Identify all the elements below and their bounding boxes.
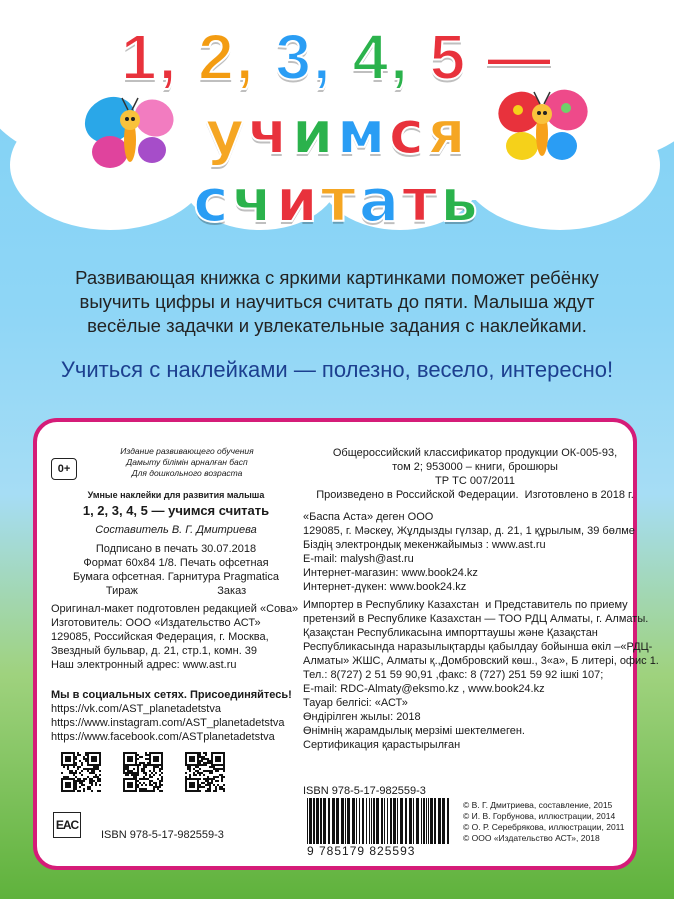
age-rating-badge: 0+ (51, 458, 77, 480)
print-line: Формат 60х84 1/8. Печать офсетная (83, 557, 269, 569)
print-line: Бумага офсетная. Гарнитура Pragmatica (73, 571, 279, 583)
importer-line: Тел.: 8(727) 2 51 59 90,91 ,факс: 8 (727) 251 59 92 ішкі 107; (303, 669, 604, 681)
importer-line: Импортер в Республику Казахстан и Представитель по приему (303, 599, 628, 611)
title-letter-char: я (427, 98, 469, 168)
title-letter-char: ь (439, 166, 481, 236)
importer-line: Өнімнің жарамдылық мерзімі шектелмеген. (303, 725, 525, 737)
imprint-panel (33, 418, 659, 870)
title-digit-char: 2 (178, 21, 236, 93)
kz-publisher-line: Біздің электрондық мекенжайымыз : www.ast.ru (303, 539, 546, 551)
okp-line: ТР ТС 007/2011 (435, 475, 515, 487)
barcode-isbn: ISBN 978-5-17-982559-3 (303, 785, 426, 797)
isbn-left: ISBN 978-5-17-982559-3 (101, 829, 224, 841)
importer-line: Республикасында наразылықтарды қабылдау бойынша өкіл –«РДЦ- (303, 641, 653, 653)
maker-line: 129085, Российская Федерация, г. Москва, (51, 631, 269, 643)
title-letter-char: т (402, 166, 440, 236)
title-letter-char: с (388, 98, 428, 168)
title-letter-char: и (275, 166, 321, 236)
book-description: Развивающая книжка с яркими картинками поможет ребёнку выучить цифры и научиться считать до пяти. Малыша ждут весёлые задачки и увлекательные задания с наклейками. (75, 267, 599, 336)
title-letter-char: с (193, 166, 232, 236)
eac-mark: EAC (53, 812, 81, 838)
title-letter-char: у (205, 98, 248, 168)
maker-line: Изготовитель: ООО «Издательство АСТ» (51, 617, 261, 629)
title-digit-char: 5 (409, 21, 468, 93)
copyright-line: © О. Р. Серебрякова, иллюстрации, 2011 (463, 822, 625, 832)
qr-code-facebook[interactable] (185, 752, 225, 792)
maker-line: Звездный бульвар, д. 21, стр.1, комн. 39 (51, 645, 258, 657)
title-digit-char: , (312, 21, 333, 93)
barcode-digits: 9 785179 825593 (307, 844, 416, 858)
barcode (303, 798, 453, 844)
qr-code-vk[interactable] (61, 752, 101, 792)
importer-line: Тауар белгісі: «АСТ» (303, 697, 408, 709)
kz-publisher-line: «Баспа Аста» деген ООО (303, 511, 434, 523)
importer-line: Алматы» ЖШС, Алматы қ.,Домбровский көш., 3«а», Б литері, офис 1. (303, 655, 659, 667)
kz-publisher-line: E-mail: malysh@ast.ru (303, 553, 414, 565)
title-digit-char: , (390, 21, 410, 93)
book-title-block: Умные наклейки для развития малыша 1, 2, 3, 4, 5 — учимся считать Составитель В. Г. Дмитриева (82, 490, 270, 536)
title-digits (0, 20, 674, 94)
kz-publisher-line: 129085, г. Мәскеу, Жұлдызды гүлзар, д. 21, 1 құрылым, 39 бөлме (303, 525, 635, 537)
social-link[interactable]: https://vk.com/AST_planetadetstva (51, 703, 221, 715)
title-letter-char: ч (247, 98, 292, 168)
print-line: Тираж Заказ (105, 585, 247, 597)
title-digit-char: 1 (121, 21, 159, 93)
print-details (51, 542, 301, 598)
title-digit-char: , (235, 21, 256, 93)
kz-publisher-line: Интернет-магазин: www.book24.kz (303, 567, 478, 579)
title-digit-char: 4 (332, 21, 391, 93)
social-block: Мы в социальных сетях. Присоединяйтесь! https://vk.com/AST_planetadetstva https://www.instagram.com/AST_planetadetstva https://www.facebook.com/ASTplanetadetstva (51, 688, 311, 744)
importer-line: Сертификация қарастырылған (303, 739, 461, 751)
title-letter-char: т (320, 166, 359, 236)
okp-line: том 2; 953000 – книги, брошюры (392, 461, 558, 473)
copyright-line: © ООО «Издательство АСТ», 2018 (463, 833, 600, 843)
social-link[interactable]: https://www.instagram.com/AST_planetadetstva (51, 717, 285, 729)
print-line: Подписано в печать 30.07.2018 (95, 543, 257, 555)
slogan: Учиться с наклейками — полезно, весело, интересно! (60, 357, 614, 382)
importer-line: Өндірілген жылы: 2018 (303, 711, 421, 723)
okp-line: Произведено в Российской Федерации. Изготовлено в 2018 г. (316, 489, 634, 501)
importer-line: E-mail: RDC-Almaty@eksmo.kz , www.book24.kz (303, 683, 545, 695)
copyright-line: © И. В. Горбунова, иллюстрации, 2014 (463, 811, 616, 821)
title-digit-char: 3 (255, 21, 313, 93)
importer-line: претензий в Республике Казахстан — ТОО РДЦ Алматы, г. Алматы. (303, 613, 649, 625)
okp-line: Общероссийский классификатор продукции ОК-005-93, (332, 447, 618, 459)
kz-publisher-line: Интернет-дүкен: www.book24.kz (303, 581, 467, 593)
title-letter-char: а (358, 166, 403, 236)
copyright-line: © В. Г. Дмитриева, составление, 2015 (463, 800, 613, 810)
copyright-block (463, 800, 625, 844)
maker-line: Оригинал-макет подготовлен редакцией «Сова» (51, 603, 299, 615)
importer-line: Қазақстан Республикасына импорттаушы және Қазақстан (303, 627, 598, 639)
maker-line: Наш электронный адрес: www.ast.ru (51, 659, 237, 671)
importer-block (303, 598, 659, 752)
edition-info: Издание развивающего обучения Дамыту білімін арналған басп Для дошкольного возраста (120, 446, 254, 478)
title-letter-char: и (291, 98, 337, 168)
butterfly-left-icon (82, 92, 178, 182)
kz-publisher-block (303, 510, 633, 594)
title-letter-char: ч (231, 166, 276, 236)
title-letter-char: м (336, 98, 389, 168)
title-digit-char: , (158, 21, 179, 93)
maker-details (51, 602, 311, 672)
social-link[interactable]: https://www.facebook.com/ASTplanetadetstva (51, 731, 275, 743)
qr-code-instagram[interactable] (123, 752, 163, 792)
okp-block (315, 446, 635, 502)
butterfly-right-icon (494, 84, 590, 174)
title-digit-char: — (467, 21, 553, 93)
